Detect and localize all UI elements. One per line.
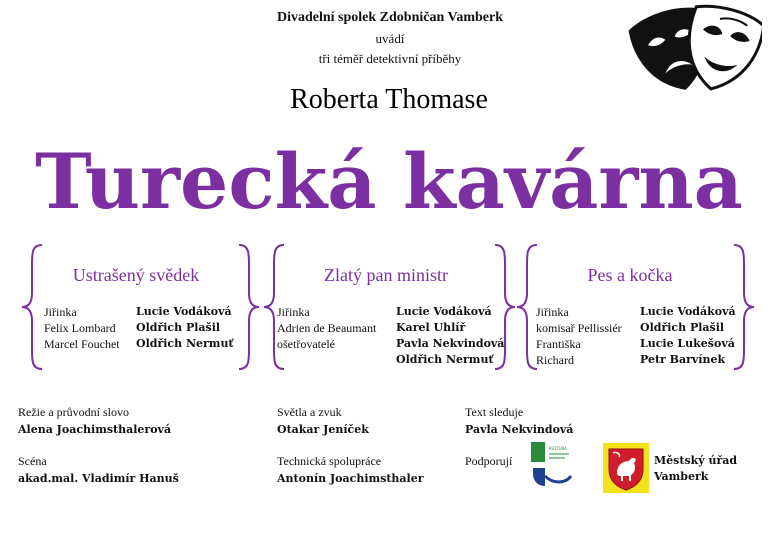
credit-directing xyxy=(18,404,171,438)
role-name: Františka xyxy=(536,337,581,351)
actor-name: Lucie Vodáková xyxy=(136,305,232,318)
credit-name: Pavla Nekvindová xyxy=(465,423,574,436)
right-brace-1 xyxy=(235,243,261,371)
kultura-logo-text: KULTURA xyxy=(549,446,567,451)
role-name: Felix Lombard xyxy=(44,321,116,335)
cast-row xyxy=(536,352,736,368)
actor-name: Lucie Lukešová xyxy=(640,337,735,350)
credit-name: Otakar Jeníček xyxy=(277,423,369,436)
cast-row xyxy=(44,304,234,320)
actor-name: Oldřich Nermuť xyxy=(396,353,494,366)
author-name: Roberta Thomase xyxy=(290,84,488,115)
cast-row xyxy=(277,336,504,352)
cast-row xyxy=(536,304,736,320)
vamberk-coat-of-arms-icon xyxy=(603,443,649,493)
subtitle-line: tři téměř detektivní příběhy xyxy=(318,51,462,66)
role-name: Jiřinka xyxy=(536,305,569,319)
cast-row xyxy=(44,336,234,352)
credit-label: Podporují xyxy=(465,454,513,468)
town-office-label xyxy=(654,453,737,485)
credit-support xyxy=(465,453,512,470)
credit-label: Světla a zvuk xyxy=(277,405,342,419)
town-office-line1: Městský úřad xyxy=(654,454,738,467)
credit-label: Režie a průvodní slovo xyxy=(18,405,129,419)
credit-technical xyxy=(277,453,424,487)
story-title-2: Zlatý pan ministr xyxy=(324,265,448,285)
credit-label: Text sleduje xyxy=(465,405,524,419)
role-name xyxy=(277,352,396,368)
role-name: Marcel Fouchet xyxy=(44,337,120,351)
role-name: Jiřinka xyxy=(277,305,310,319)
cast-row xyxy=(277,304,504,320)
role-name: ošetřovatelé xyxy=(277,337,335,351)
cast-list-1 xyxy=(44,304,234,352)
credit-scene xyxy=(18,453,179,487)
actor-name: Oldřich Plašil xyxy=(640,321,725,334)
left-brace-1 xyxy=(20,243,46,371)
cast-row xyxy=(536,336,736,352)
kultura-logo xyxy=(531,440,573,490)
town-office-line2: Vamberk xyxy=(654,470,709,483)
credit-prompter xyxy=(465,404,573,438)
credit-label: Technická spolupráce xyxy=(277,454,382,468)
actor-name: Pavla Nekvindová xyxy=(396,337,505,350)
actor-name: Lucie Vodáková xyxy=(396,305,492,318)
organization-name: Divadelní spolek Zdobničan Vamberk xyxy=(276,10,503,25)
cast-list-3 xyxy=(536,304,736,368)
role-name: Adrien de Beaumant xyxy=(277,321,377,335)
credit-label: Scéna xyxy=(18,454,47,468)
story-title-3: Pes a kočka xyxy=(587,265,673,285)
cast-list-2 xyxy=(277,304,504,368)
role-name: Jiřinka xyxy=(44,305,77,319)
presents-line: uvádí xyxy=(375,31,405,46)
role-name: komisař Pellissiér xyxy=(536,321,622,335)
credit-name: akad.mal. Vladimír Hanuš xyxy=(18,472,179,485)
credit-name: Antonín Joachimsthaler xyxy=(277,472,424,485)
actor-name: Petr Barvínek xyxy=(640,353,726,366)
credit-name: Alena Joachimsthalerová xyxy=(18,423,172,436)
story-title-1: Ustrašený svědek xyxy=(72,265,200,285)
credit-lights xyxy=(277,404,369,438)
cast-row xyxy=(277,352,504,368)
actor-name: Oldřich Nermuť xyxy=(136,337,234,350)
actor-name: Lucie Vodáková xyxy=(640,305,736,318)
role-name: Richard xyxy=(536,353,574,367)
cast-row xyxy=(277,320,504,336)
actor-name: Oldřich Plašil xyxy=(136,321,221,334)
cast-row xyxy=(44,320,234,336)
actor-name: Karel Uhlíř xyxy=(396,321,466,334)
cast-row xyxy=(536,320,736,336)
play-title: Turecká kavárna xyxy=(35,137,743,226)
